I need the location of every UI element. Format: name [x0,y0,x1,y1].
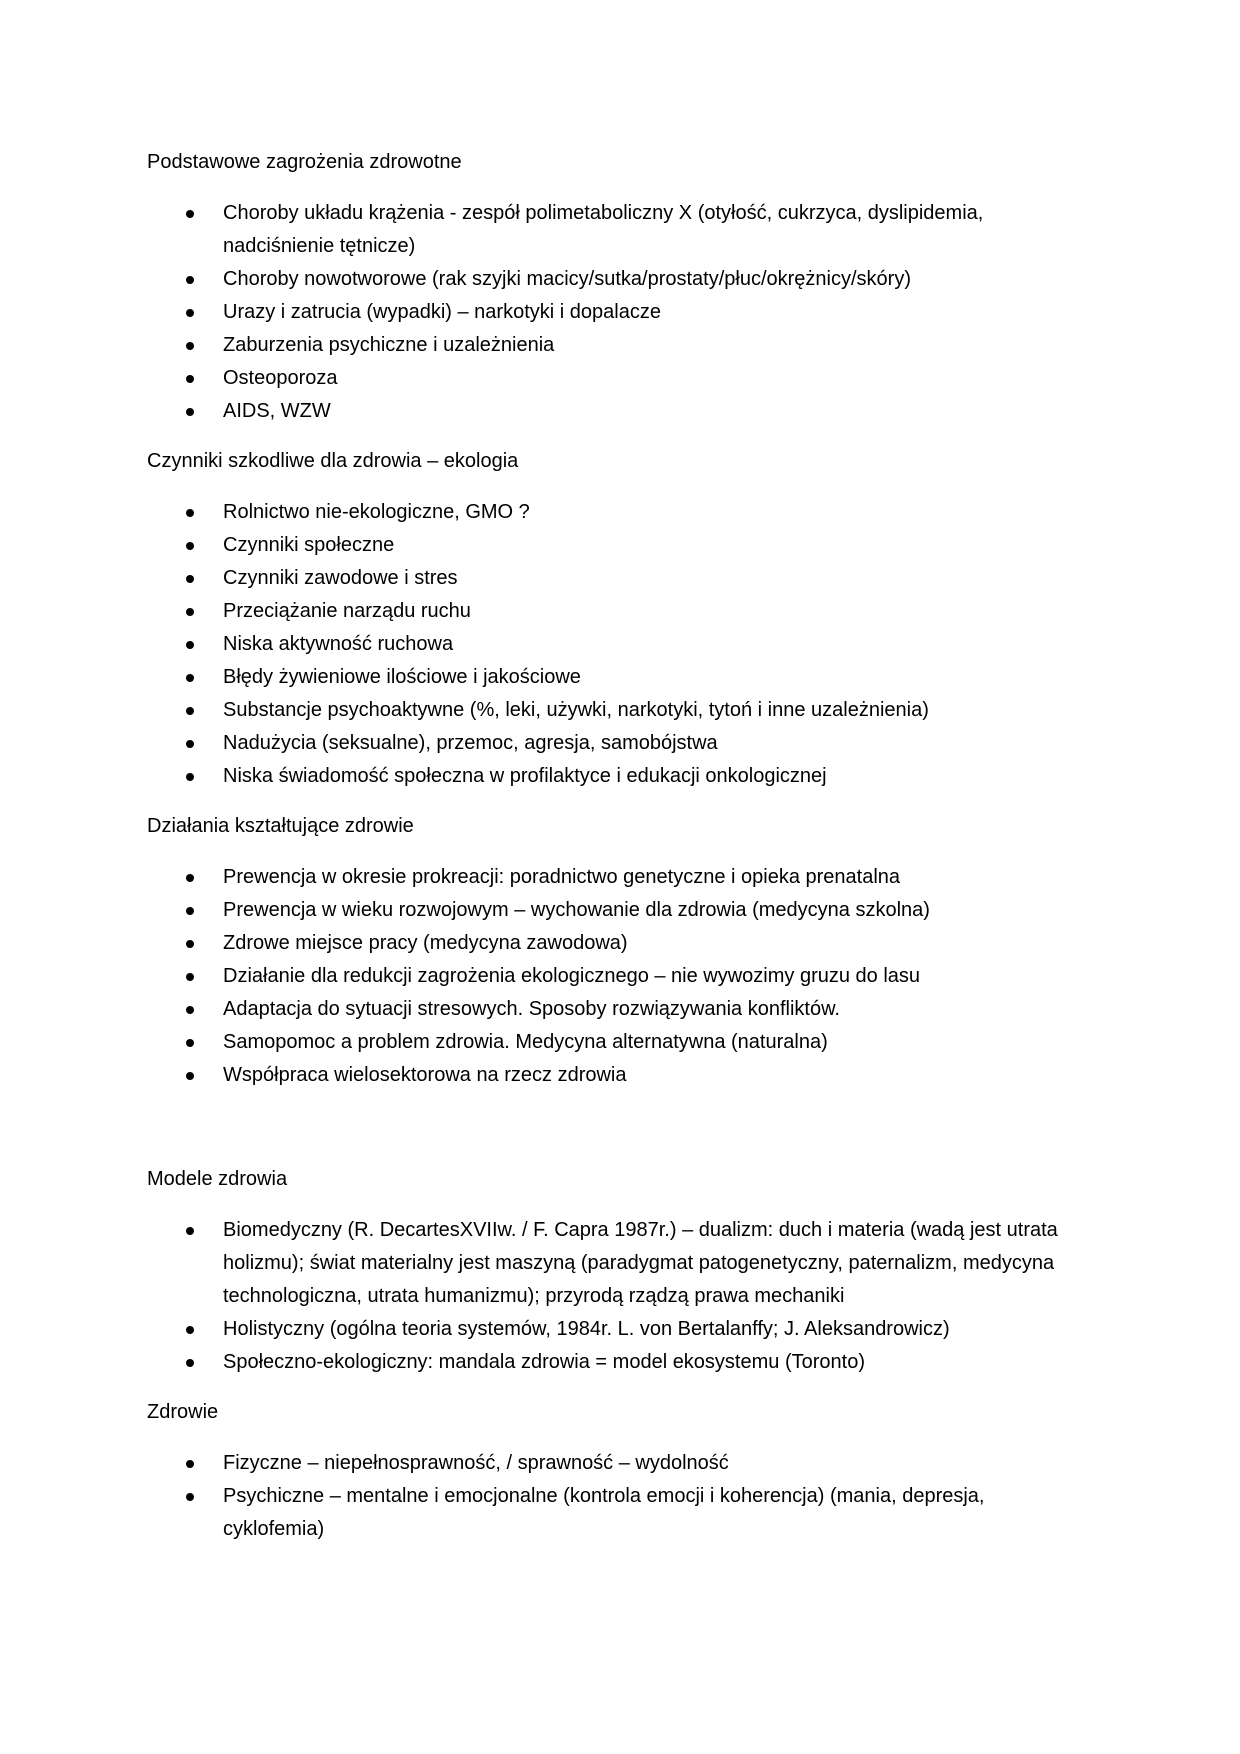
blank-paragraph [0,1109,1240,1163]
list-item [0,628,1240,661]
section-heading: Modele zdrowia [147,1168,288,1190]
bullet-icon [186,773,194,781]
bullet-icon [186,1326,194,1334]
list-item-text: Substancje psychoaktywne (%, leki, używki, narkotyki, tytoń i inne uzależnienia) [223,699,929,721]
bullet-icon [186,674,194,682]
bullet-icon [186,973,194,981]
bullet-icon [186,542,194,550]
list-item-text: Współpraca wielosektorowa na rzecz zdrowia [223,1064,627,1086]
list-item-text: Prewencja w okresie prokreacji: poradnictwo genetyczne i opieka prenatalna [223,866,901,888]
list-item [0,496,1240,529]
list-item-text: Holistyczny (ogólna teoria systemów, 1984r. L. von Bertalanffy; J. Aleksandrowicz) [223,1318,950,1340]
list-item [0,1447,1240,1480]
list-item [0,263,1240,296]
list-item [0,1059,1240,1092]
list-item [0,562,1240,595]
section-health [0,1396,1240,1546]
bullet-icon [186,907,194,915]
section-health-models [0,1163,1240,1379]
list-item-text: Nadużycia (seksualne), przemoc, agresja, samobójstwa [223,732,718,754]
list-item [0,993,1240,1026]
list-item-text: AIDS, WZW [223,400,331,422]
section-health-threats [0,146,1240,428]
bullet-icon [186,210,194,218]
section-heading: Działania kształtujące zdrowie [147,815,414,837]
bullet-icon [186,1006,194,1014]
section-health-actions [0,810,1240,1092]
list-item-text: Zaburzenia psychiczne i uzależnienia [223,334,555,356]
list-item [0,296,1240,329]
list-item [0,960,1240,993]
list-item-text: Zdrowe miejsce pracy (medycyna zawodowa) [223,932,628,954]
bullet-icon [186,641,194,649]
list-item-text: Prewencja w wieku rozwojowym – wychowanie dla zdrowia (medycyna szkolna) [223,899,930,921]
list-item [0,1346,1240,1379]
list-item-text: Choroby układu krążenia - zespół polimetaboliczny X (otyłość, cukrzyca, dyslipidemia, nadciśnienie tętnicze) [223,202,984,257]
bullet-icon [186,509,194,517]
list-item-text: Biomedyczny (R. DecartesXVIIw. / F. Capra 1987r.) – dualizm: duch i materia (wadą jest utrata holizmu); świat materialny jest maszyną (paradygmat patogenetyczny, paternalizm, medycyna technologiczna, utrata humanizmu); przyrodą rządzą prawa mechaniki [223,1219,1058,1307]
list-item [0,694,1240,727]
list-item [0,760,1240,793]
bullet-icon [186,940,194,948]
bullet-icon [186,1039,194,1047]
bullet-icon [186,1227,194,1235]
list-item [0,529,1240,562]
list-item-text: Czynniki zawodowe i stres [223,567,458,589]
list-item-text: Rolnictwo nie-ekologiczne, GMO ? [223,501,530,523]
list-item [0,595,1240,628]
bullet-icon [186,1072,194,1080]
list-item [0,1026,1240,1059]
list-item-text: Psychiczne – mentalne i emocjonalne (kontrola emocji i koherencja) (mania, depresja, cyklofemia) [223,1485,985,1540]
list-item-text: Czynniki społeczne [223,534,395,556]
bullet-icon [186,342,194,350]
list-item-text: Samopomoc a problem zdrowia. Medycyna alternatywna (naturalna) [223,1031,828,1053]
list-item [0,861,1240,894]
list-item-text: Działanie dla redukcji zagrożenia ekologicznego – nie wywozimy gruzu do lasu [223,965,921,987]
bullet-icon [186,309,194,317]
list-item [0,661,1240,694]
list-item [0,894,1240,927]
list-item [0,1214,1240,1313]
list-item [0,395,1240,428]
bullet-icon [186,408,194,416]
bullet-icon [186,740,194,748]
bullet-icon [186,375,194,383]
list-item [0,197,1240,263]
list-item-text: Choroby nowotworowe (rak szyjki macicy/sutka/prostaty/płuc/okrężnicy/skóry) [223,268,911,290]
bullet-list [0,496,1240,793]
list-item [0,1480,1240,1546]
list-item-text: Adaptacja do sytuacji stresowych. Sposoby rozwiązywania konfliktów. [223,998,840,1020]
list-item [0,927,1240,960]
bullet-icon [186,276,194,284]
list-item-text: Błędy żywieniowe ilościowe i jakościowe [223,666,581,688]
list-item-text: Urazy i zatrucia (wypadki) – narkotyki i dopalacze [223,301,661,323]
bullet-icon [186,874,194,882]
bullet-icon [186,707,194,715]
list-item-text: Niska świadomość społeczna w profilaktyce i edukacji onkologicznej [223,765,827,787]
bullet-icon [186,1460,194,1468]
section-harmful-factors [0,445,1240,793]
list-item-text: Fizyczne – niepełnosprawność, / sprawność – wydolność [223,1452,729,1474]
bullet-icon [186,608,194,616]
bullet-icon [186,1359,194,1367]
list-item [0,727,1240,760]
section-heading: Czynniki szkodliwe dla zdrowia – ekologia [147,450,519,472]
bullet-list [0,197,1240,428]
bullet-list [0,1447,1240,1546]
section-heading: Podstawowe zagrożenia zdrowotne [147,151,462,173]
section-heading: Zdrowie [147,1401,219,1423]
list-item [0,362,1240,395]
list-item [0,1313,1240,1346]
list-item-text: Osteoporoza [223,367,338,389]
list-item-text: Niska aktywność ruchowa [223,633,454,655]
list-item-text: Przeciążanie narządu ruchu [223,600,471,622]
bullet-icon [186,575,194,583]
bullet-list [0,861,1240,1092]
bullet-list [0,1214,1240,1379]
bullet-icon [186,1493,194,1501]
list-item-text: Społeczno-ekologiczny: mandala zdrowia = model ekosystemu (Toronto) [223,1351,865,1373]
list-item [0,329,1240,362]
